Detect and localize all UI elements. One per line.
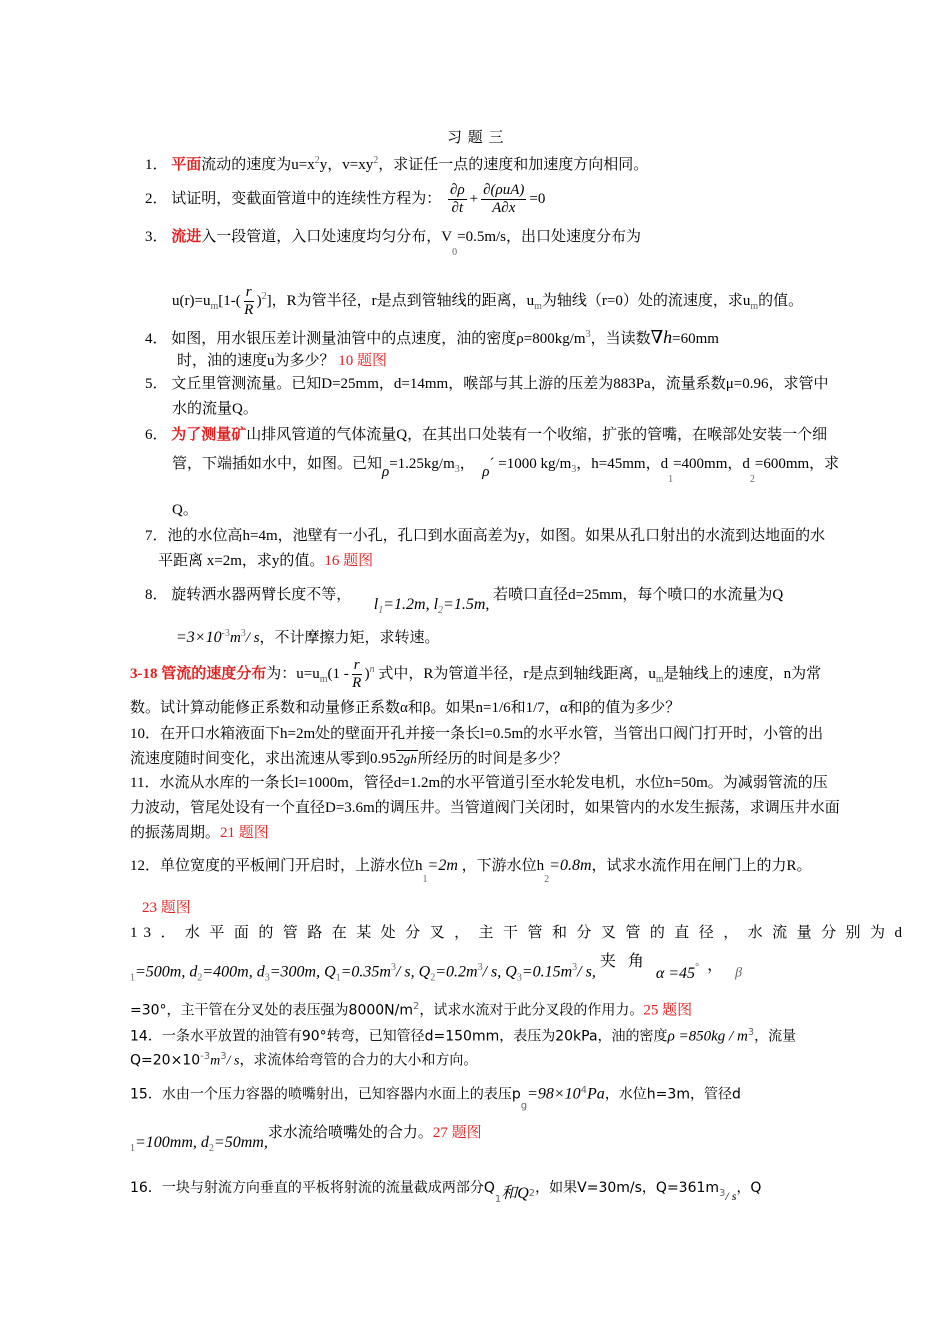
problem-13-line-3: =30°，主干管在分叉处的表压强为$8000N/m^2$，试求水流对于此分叉段的作用力。25 题图	[130, 1001, 693, 1019]
problem-4: 4． 如图，用水银压差计测量油管中的点速度，油的密度$\rho=800kg/m^3$，当读数∇h=60mm	[145, 327, 719, 347]
problem-3-18-line-2: 数。试计算动能修正系数和动量修正系数α和β。如果n=1/6和1/7，α和β的值为多少？	[130, 700, 681, 716]
problem-14-line-2: $Q=20\times 10^{-3}m^3/$ s，求流体给弯管的合力的大小和方向。	[130, 1051, 478, 1069]
problem-11-line-3: 的振荡周期。21 题图	[130, 825, 269, 841]
fraction: $\frac{\text{∂(ρuA)}}{A\partial x}$	[483, 182, 525, 217]
highlighted-text: 平面	[171, 157, 202, 173]
problem-12: 12．单位宽度的平板闸门开启时，上游水位$h_1=2m$ ，下游水位$h_2=0.8m$，试求水流作用在闸门上的力R。	[130, 857, 812, 885]
figure-reference: 16 题图	[324, 553, 374, 569]
problem-15: 15．水由一个压力容器的喷嘴射出，已知容器内水面上的表压$p_g=98\times 10^4Pa$，水位h=3m，管径d	[130, 1085, 741, 1112]
problem-6-line-2: 管，下端插如水中，如图。已知$\rho=1.25kg/m_3$， ρ´ =1000 $kg/m_3$，h=45mm，$d_1=400mm$，$d_2=600mm$，求	[172, 456, 840, 485]
problem-16: 16．一块与射流方向垂直的平板将射流的流量截成两部分$Q_1$和$Q_2$，如果V=30m/s，$Q=361m_3/$ s，Q	[130, 1180, 762, 1205]
problem-3: 3． 流进入一段管道，入口处速度均匀分布，$V_0=0.5m/s$，出口处速度分布为	[145, 229, 642, 258]
problem-7-line-2: 平距离 x=2m，求y的值。16 题图	[158, 553, 374, 569]
problem-14: 14．一条水平放置的油管有90°转弯，已知管径d=150mm，表压为20kPa，油的密度$\rho =850kg / m^3$，流量	[130, 1027, 797, 1045]
problem-8-line-2: $=3\times 10^{-3}m^3/$ s，不计摩擦力矩，求转速。	[176, 628, 440, 646]
problem-11: 11．水流从水库的一条长l=1000m，管径d=1.2m的水平管道引至水轮发电机，水位h=50m。为减弱管流的压	[130, 775, 828, 791]
problem-5-line-2: 水的流量Q。	[172, 401, 258, 417]
figure-reference: 27 题图	[432, 1125, 482, 1141]
problem-number: 1．	[145, 157, 168, 173]
problem-4-line-2: 时，油的速度u为多少？ 10 题图	[177, 353, 388, 369]
figure-reference: 23 题图	[142, 900, 191, 916]
figure-reference: 21 题图	[220, 825, 269, 841]
problem-7: 7．池的水位高h=4m，池壁有一小孔，孔口到水面高差为y，如图。如果从孔口射出的水流到达地面的水	[145, 528, 826, 544]
problem-5: 5． 文丘里管测流量。已知D=25mm，d=14mm，喉部与其上游的压差为883Pa，流量系数μ=0.96，求管中	[145, 376, 829, 392]
problem-11-line-2: 力波动，管尾处设有一个直径D=3.6m的调压井。当管道阀门关闭时，如果管内的水发生振荡，求调压井水面	[130, 800, 840, 816]
fraction: $\frac{r}{R}$	[244, 284, 254, 319]
problem-13: 13．水平面的管路在某处分叉，主干管和分叉管的直径，水流量分别为d	[130, 925, 908, 941]
problem-1: 1． 平面流动的速度为$u=x^2y$，$v=xy^2$，求证任一点的速度和加速度方向相同。	[145, 155, 649, 173]
fraction: $\frac{\partial\rho}{\partial t}$	[450, 182, 465, 217]
problem-15-line-2: $_1$=100mm, $d_2=50mm$,求水流给喷嘴处的合力。27 题图	[130, 1125, 482, 1155]
problem-6: 6． 为了测量矿山排风管道的气体流量Q，在其出口处装有一个收缩，扩张的管嘴，在喉部处安装一个细	[145, 427, 828, 443]
figure-reference: 10 题图	[338, 353, 388, 369]
problem-10: 10．在开口水箱液面下h=2m处的壁面开孔并接一条长l=0.5m的水平水管，当管出口阀门打开时，小管的出	[130, 726, 824, 742]
problem-8: 8． 旋转洒水器两臂长度不等， $l_1=1.2m$, $l_2=1.5m$, 若喷口直径d=25mm，每个喷口的水流量为Q	[145, 587, 784, 617]
problem-3-18: 3-18 管流的速度分布为：$u=u_m(1$ - $\frac{r}{R}$ )$^n$ 式中，R为管道半径，r是点到轴线距离，$u_m$是轴线上的速度，n为常	[130, 657, 822, 692]
page-title: 习 题 三	[447, 130, 505, 146]
problem-3-line-2: $u(r)=u_m[1-$( $\frac{r}{R}$ )$^2$]，R为管半径，r是点到管轴线的距离，$u_m$为轴线（r=0）处的流速度，求$u_m$的值。	[172, 284, 804, 319]
problem-13-line-2: $_1$=500m, $d_2=400m$, $d_3=300m$, $Q_1=0.35m^3/$ s, $Q_2=0.2m^3/$ s, $Q_3=0.15m^3/$ s, 夹 角 α =45° ， β	[130, 953, 743, 984]
fraction: $\frac{r}{R}$	[352, 657, 362, 692]
problem-6-line-3: Q。	[172, 502, 198, 518]
problem-10-line-2: 流速度随时间变化，求出流速从零到0.952gh所经历的时间是多少？	[130, 751, 568, 767]
figure-reference: 25 题图	[643, 1002, 693, 1019]
problem-2: 2． 试证明，变截面管道中的连续性方程为： $\frac{\partial\rho}{\partial t}$ + $\frac{\text{∂(ρuA)}}{A\partial x}$ =0	[145, 182, 546, 217]
